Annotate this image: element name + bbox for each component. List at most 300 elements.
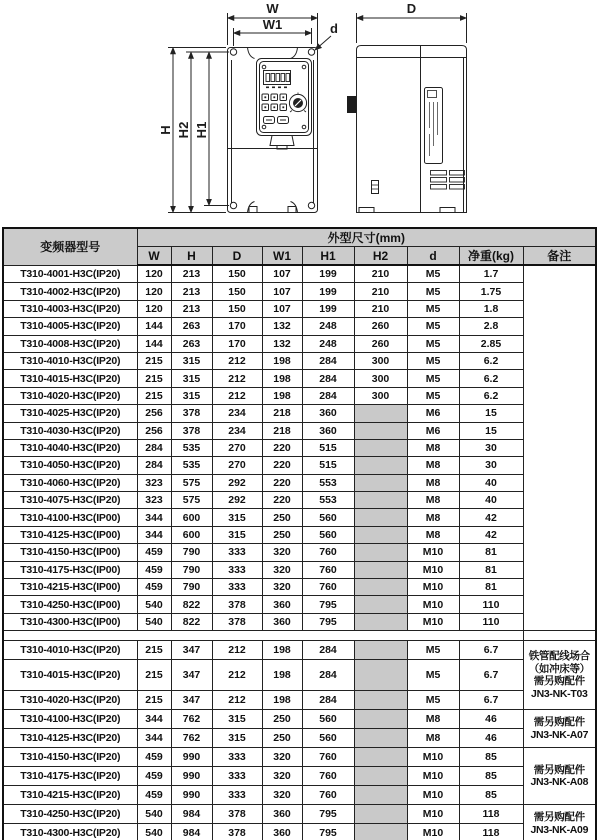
dim-value-cell: 199 [302, 265, 354, 283]
dim-value-cell: 6.7 [459, 641, 523, 660]
table-row [3, 370, 596, 387]
dim-value-cell: 795 [302, 596, 354, 613]
model-cell: T310-4150-H3C(IP00) [3, 544, 137, 561]
dim-value-cell: 762 [171, 729, 212, 748]
shaded-empty-cell [354, 767, 407, 786]
dim-value-cell: 378 [212, 613, 262, 630]
dim-value-cell: 540 [137, 596, 171, 613]
dim-value-cell: M10 [407, 786, 459, 805]
dim-value-cell: M10 [407, 596, 459, 613]
dim-value-cell: 198 [262, 387, 302, 404]
dim-value-cell: 459 [137, 561, 171, 578]
dim-value-cell: 323 [137, 492, 171, 509]
dim-value-cell: 315 [212, 729, 262, 748]
dim-value-cell: 213 [171, 265, 212, 283]
dim-value-cell: 212 [212, 387, 262, 404]
dim-value-cell: 220 [262, 474, 302, 491]
remark-cell: 需另购配件 JN3-NK-A07 [523, 710, 596, 748]
dim-value-cell: M8 [407, 710, 459, 729]
dim-value-cell: 212 [212, 370, 262, 387]
dim-value-cell: 40 [459, 492, 523, 509]
dim-value-cell: 234 [212, 422, 262, 439]
dim-value-cell: 300 [354, 387, 407, 404]
dim-value-cell: 822 [171, 613, 212, 630]
dim-value-cell: 198 [262, 352, 302, 369]
section-separator-row [3, 631, 596, 641]
dim-label-d-hole: d [330, 21, 338, 36]
dim-value-cell: 560 [302, 729, 354, 748]
dim-value-cell: 110 [459, 596, 523, 613]
dim-value-cell: M8 [407, 729, 459, 748]
shaded-empty-cell [354, 729, 407, 748]
dimensions-group-header: 外型尺寸(mm) [137, 228, 596, 247]
shaded-empty-cell [354, 509, 407, 526]
dim-value-cell: 347 [171, 641, 212, 660]
table-row [3, 474, 596, 491]
dim-value-cell: 560 [302, 710, 354, 729]
dim-label-h1: H1 [194, 121, 209, 139]
dim-value-cell: 107 [262, 265, 302, 283]
table-row [3, 457, 596, 474]
model-cell: T310-4025-H3C(IP20) [3, 405, 137, 422]
dim-value-cell: M8 [407, 439, 459, 456]
side-view-dimensions [357, 13, 467, 43]
dim-value-cell: 333 [212, 544, 262, 561]
dim-value-cell: 990 [171, 767, 212, 786]
model-cell: T310-4060-H3C(IP20) [3, 474, 137, 491]
dimension-drawings [0, 0, 600, 226]
table-row [3, 613, 596, 630]
dim-value-cell: 284 [137, 439, 171, 456]
dim-value-cell: 85 [459, 767, 523, 786]
front-view [228, 48, 318, 213]
table-row [3, 748, 596, 767]
dim-value-cell: 315 [171, 352, 212, 369]
dim-value-cell: 260 [354, 318, 407, 335]
model-cell: T310-4008-H3C(IP20) [3, 335, 137, 352]
shaded-empty-cell [354, 457, 407, 474]
model-cell: T310-4015-H3C(IP20) [3, 660, 137, 691]
dim-value-cell: 199 [302, 300, 354, 317]
dim-value-cell: 540 [137, 613, 171, 630]
dim-value-cell: 6.2 [459, 370, 523, 387]
model-cell: T310-4010-H3C(IP20) [3, 641, 137, 660]
dim-value-cell: 6.7 [459, 660, 523, 691]
dim-value-cell: 459 [137, 767, 171, 786]
dim-value-cell: M8 [407, 526, 459, 543]
dim-value-cell: 378 [171, 422, 212, 439]
dim-value-cell: 1.8 [459, 300, 523, 317]
dim-value-cell: 292 [212, 492, 262, 509]
dim-value-cell: 990 [171, 786, 212, 805]
column-header-4: W1 [262, 247, 302, 266]
dim-value-cell: 553 [302, 474, 354, 491]
table-row [3, 335, 596, 352]
dim-value-cell: M5 [407, 300, 459, 317]
column-header-1: W [137, 247, 171, 266]
dim-value-cell: 790 [171, 561, 212, 578]
dim-value-cell: 333 [212, 561, 262, 578]
dim-value-cell: 260 [354, 335, 407, 352]
dim-value-cell: 6.7 [459, 691, 523, 710]
dim-value-cell: 215 [137, 641, 171, 660]
dim-value-cell: 170 [212, 318, 262, 335]
dim-value-cell: 263 [171, 335, 212, 352]
dim-value-cell: 120 [137, 300, 171, 317]
table-row [3, 492, 596, 509]
dim-value-cell: 284 [302, 641, 354, 660]
dim-value-cell: 300 [354, 352, 407, 369]
dim-value-cell: 459 [137, 748, 171, 767]
model-cell: T310-4175-H3C(IP00) [3, 561, 137, 578]
dim-value-cell: M5 [407, 370, 459, 387]
table-row [3, 561, 596, 578]
dim-value-cell: 320 [262, 544, 302, 561]
dim-value-cell: 560 [302, 526, 354, 543]
dim-value-cell: M10 [407, 805, 459, 824]
model-cell: T310-4015-H3C(IP20) [3, 370, 137, 387]
model-cell: T310-4300-H3C(IP00) [3, 613, 137, 630]
dim-value-cell: 333 [212, 579, 262, 596]
dim-value-cell: 220 [262, 457, 302, 474]
table-row [3, 265, 596, 283]
dim-value-cell: 30 [459, 457, 523, 474]
shaded-empty-cell [354, 710, 407, 729]
dim-value-cell: 360 [302, 405, 354, 422]
model-cell: T310-4075-H3C(IP20) [3, 492, 137, 509]
dim-value-cell: 360 [262, 613, 302, 630]
table-row [3, 579, 596, 596]
dim-value-cell: 144 [137, 335, 171, 352]
dim-value-cell: 323 [137, 474, 171, 491]
dim-value-cell: 553 [302, 492, 354, 509]
model-cell: T310-4001-H3C(IP20) [3, 265, 137, 283]
dim-value-cell: 213 [171, 300, 212, 317]
dim-value-cell: 250 [262, 509, 302, 526]
dim-value-cell: 344 [137, 526, 171, 543]
dim-value-cell: 795 [302, 824, 354, 840]
dim-value-cell: M5 [407, 352, 459, 369]
dim-label-depth: D [406, 1, 417, 16]
dim-value-cell: 220 [262, 492, 302, 509]
side-view [347, 46, 467, 213]
shaded-empty-cell [354, 748, 407, 767]
knob [289, 93, 306, 113]
dim-value-cell: 984 [171, 824, 212, 840]
dim-value-cell: 347 [171, 691, 212, 710]
dim-value-cell: 360 [262, 805, 302, 824]
dim-value-cell: 760 [302, 767, 354, 786]
table-row [3, 660, 596, 691]
dim-value-cell: 990 [171, 748, 212, 767]
model-cell: T310-4040-H3C(IP20) [3, 439, 137, 456]
table-row [3, 767, 596, 786]
dim-value-cell: 760 [302, 786, 354, 805]
dim-value-cell: M5 [407, 691, 459, 710]
mounting-holes [230, 49, 314, 209]
dim-value-cell: M5 [407, 660, 459, 691]
dim-value-cell: 210 [354, 300, 407, 317]
dim-label-h: H [158, 125, 173, 135]
shaded-empty-cell [354, 422, 407, 439]
dim-value-cell: 315 [171, 370, 212, 387]
dim-value-cell: M10 [407, 613, 459, 630]
separator-cell [523, 631, 596, 641]
mounting-hook [347, 96, 357, 113]
dim-value-cell: 220 [262, 439, 302, 456]
dim-value-cell: 2.85 [459, 335, 523, 352]
table-row [3, 283, 596, 300]
dim-value-cell: 144 [137, 318, 171, 335]
separator-cell [3, 631, 523, 641]
spec-table-header [3, 228, 596, 265]
dimension-spec-table [2, 227, 597, 840]
dim-value-cell: M5 [407, 387, 459, 404]
dim-value-cell: 284 [302, 370, 354, 387]
dim-value-cell: 85 [459, 748, 523, 767]
dim-value-cell: 46 [459, 729, 523, 748]
vent-slots [431, 171, 465, 190]
digital-display [264, 71, 291, 89]
shaded-empty-cell [354, 786, 407, 805]
model-cell: T310-4003-H3C(IP20) [3, 300, 137, 317]
keypad-buttons [262, 94, 289, 124]
dim-value-cell: 270 [212, 439, 262, 456]
dim-value-cell: 81 [459, 561, 523, 578]
dim-value-cell: 210 [354, 283, 407, 300]
dim-value-cell: 107 [262, 300, 302, 317]
dim-value-cell: 315 [212, 710, 262, 729]
dim-value-cell: M5 [407, 283, 459, 300]
model-cell: T310-4250-H3C(IP00) [3, 596, 137, 613]
model-cell: T310-4125-H3C(IP20) [3, 729, 137, 748]
shaded-empty-cell [354, 405, 407, 422]
dim-value-cell: 320 [262, 767, 302, 786]
dim-value-cell: 215 [137, 387, 171, 404]
column-header-2: H [171, 247, 212, 266]
dim-value-cell: M10 [407, 824, 459, 840]
dim-value-cell: 120 [137, 265, 171, 283]
dim-value-cell: 300 [354, 370, 407, 387]
shaded-empty-cell [354, 579, 407, 596]
shaded-empty-cell [354, 544, 407, 561]
dim-value-cell: 378 [212, 824, 262, 840]
dim-value-cell: M10 [407, 544, 459, 561]
table-row [3, 805, 596, 824]
table-row [3, 786, 596, 805]
remark-cell: 需另购配件 JN3-NK-A09 [523, 805, 596, 840]
dim-value-cell: 333 [212, 767, 262, 786]
table-row [3, 729, 596, 748]
dim-value-cell: 170 [212, 335, 262, 352]
spec-table-body [3, 265, 596, 840]
model-cell: T310-4100-H3C(IP00) [3, 509, 137, 526]
dim-value-cell: M10 [407, 748, 459, 767]
dim-value-cell: 535 [171, 439, 212, 456]
dim-value-cell: M8 [407, 457, 459, 474]
dim-value-cell: 150 [212, 283, 262, 300]
dim-value-cell: 315 [212, 526, 262, 543]
drawing-svg [0, 0, 600, 226]
dim-value-cell: 320 [262, 561, 302, 578]
dim-value-cell: 263 [171, 318, 212, 335]
remark-cell: 需另购配件 JN3-NK-A08 [523, 748, 596, 805]
dim-value-cell: 120 [137, 283, 171, 300]
dim-value-cell: 292 [212, 474, 262, 491]
table-row [3, 318, 596, 335]
dim-value-cell: 150 [212, 300, 262, 317]
dim-value-cell: 198 [262, 370, 302, 387]
model-cell: T310-4175-H3C(IP20) [3, 767, 137, 786]
dim-value-cell: M8 [407, 492, 459, 509]
dim-value-cell: 46 [459, 710, 523, 729]
dim-value-cell: 333 [212, 786, 262, 805]
dim-value-cell: 212 [212, 352, 262, 369]
dim-value-cell: 30 [459, 439, 523, 456]
dim-value-cell: 760 [302, 748, 354, 767]
dim-value-cell: 6.2 [459, 352, 523, 369]
dim-value-cell: 575 [171, 492, 212, 509]
dim-value-cell: 132 [262, 318, 302, 335]
dim-value-cell: 215 [137, 352, 171, 369]
table-row [3, 544, 596, 561]
table-row [3, 710, 596, 729]
dim-value-cell: 198 [262, 691, 302, 710]
column-header-9: 备注 [523, 247, 596, 266]
dim-value-cell: 212 [212, 691, 262, 710]
model-cell: T310-4020-H3C(IP20) [3, 387, 137, 404]
model-cell: T310-4005-H3C(IP20) [3, 318, 137, 335]
table-row [3, 824, 596, 840]
model-cell: T310-4125-H3C(IP00) [3, 526, 137, 543]
model-cell: T310-4050-H3C(IP20) [3, 457, 137, 474]
dim-value-cell: 6.2 [459, 387, 523, 404]
dim-value-cell: 540 [137, 805, 171, 824]
dim-value-cell: 344 [137, 509, 171, 526]
shaded-empty-cell [354, 824, 407, 840]
dim-value-cell: 347 [171, 660, 212, 691]
nameplate-label [425, 88, 443, 164]
dim-value-cell: M5 [407, 318, 459, 335]
table-row [3, 300, 596, 317]
dim-value-cell: 1.75 [459, 283, 523, 300]
dim-value-cell: 213 [171, 283, 212, 300]
dim-value-cell: 360 [262, 596, 302, 613]
dim-value-cell: M6 [407, 405, 459, 422]
dim-value-cell: 15 [459, 405, 523, 422]
dim-value-cell: M5 [407, 641, 459, 660]
dim-value-cell: 40 [459, 474, 523, 491]
dim-value-cell: M5 [407, 335, 459, 352]
table-row [3, 405, 596, 422]
dim-value-cell: M8 [407, 474, 459, 491]
dim-value-cell: 760 [302, 561, 354, 578]
dim-value-cell: 81 [459, 579, 523, 596]
model-cell: T310-4150-H3C(IP20) [3, 748, 137, 767]
dim-value-cell: 790 [171, 544, 212, 561]
shaded-empty-cell [354, 474, 407, 491]
shaded-empty-cell [354, 691, 407, 710]
model-cell: T310-4030-H3C(IP20) [3, 422, 137, 439]
dim-value-cell: 575 [171, 474, 212, 491]
dim-value-cell: 110 [459, 613, 523, 630]
dim-label-w: W [266, 1, 279, 16]
dim-value-cell: 284 [302, 691, 354, 710]
dim-value-cell: 760 [302, 579, 354, 596]
column-header-5: H1 [302, 247, 354, 266]
shaded-empty-cell [354, 613, 407, 630]
table-row [3, 509, 596, 526]
dim-value-cell: 1.7 [459, 265, 523, 283]
dim-value-cell: M8 [407, 509, 459, 526]
dim-value-cell: 760 [302, 544, 354, 561]
table-row [3, 352, 596, 369]
dim-value-cell: 234 [212, 405, 262, 422]
dim-value-cell: 198 [262, 641, 302, 660]
dim-value-cell: 284 [302, 660, 354, 691]
dim-value-cell: 459 [137, 786, 171, 805]
dim-value-cell: 199 [302, 283, 354, 300]
table-row [3, 387, 596, 404]
dim-value-cell: 515 [302, 457, 354, 474]
dim-value-cell: 218 [262, 422, 302, 439]
dim-value-cell: 284 [137, 457, 171, 474]
dim-value-cell: 250 [262, 729, 302, 748]
dim-value-cell: 459 [137, 579, 171, 596]
dim-value-cell: 315 [171, 387, 212, 404]
dim-value-cell: M10 [407, 767, 459, 786]
dim-value-cell: 212 [212, 660, 262, 691]
dim-value-cell: 42 [459, 509, 523, 526]
table-row [3, 596, 596, 613]
model-cell: T310-4300-H3C(IP20) [3, 824, 137, 840]
dim-value-cell: 984 [171, 805, 212, 824]
shaded-empty-cell [354, 596, 407, 613]
dim-value-cell: 790 [171, 579, 212, 596]
dim-value-cell: 270 [212, 457, 262, 474]
dim-label-h2: H2 [176, 121, 191, 139]
model-cell: T310-4100-H3C(IP20) [3, 710, 137, 729]
dim-label-w1: W1 [262, 17, 283, 32]
dim-value-cell: 198 [262, 660, 302, 691]
dim-value-cell: 150 [212, 265, 262, 283]
dim-value-cell: 256 [137, 405, 171, 422]
dim-value-cell: 600 [171, 509, 212, 526]
dim-value-cell: M10 [407, 561, 459, 578]
table-row [3, 439, 596, 456]
shaded-empty-cell [354, 492, 407, 509]
dim-value-cell: 118 [459, 805, 523, 824]
model-cell: T310-4215-H3C(IP20) [3, 786, 137, 805]
dim-value-cell: 210 [354, 265, 407, 283]
dim-value-cell: M5 [407, 265, 459, 283]
dim-value-cell: 248 [302, 335, 354, 352]
dim-value-cell: 81 [459, 544, 523, 561]
dim-value-cell: 218 [262, 405, 302, 422]
dim-value-cell: 360 [302, 422, 354, 439]
table-row [3, 526, 596, 543]
dim-value-cell: 540 [137, 824, 171, 840]
model-column-header: 变频器型号 [3, 228, 137, 265]
dim-value-cell: 320 [262, 579, 302, 596]
dim-value-cell: 250 [262, 710, 302, 729]
dim-value-cell: 360 [262, 824, 302, 840]
dim-value-cell: 248 [302, 318, 354, 335]
dim-value-cell: 515 [302, 439, 354, 456]
dim-value-cell: 795 [302, 805, 354, 824]
column-header-6: H2 [354, 247, 407, 266]
table-row [3, 422, 596, 439]
